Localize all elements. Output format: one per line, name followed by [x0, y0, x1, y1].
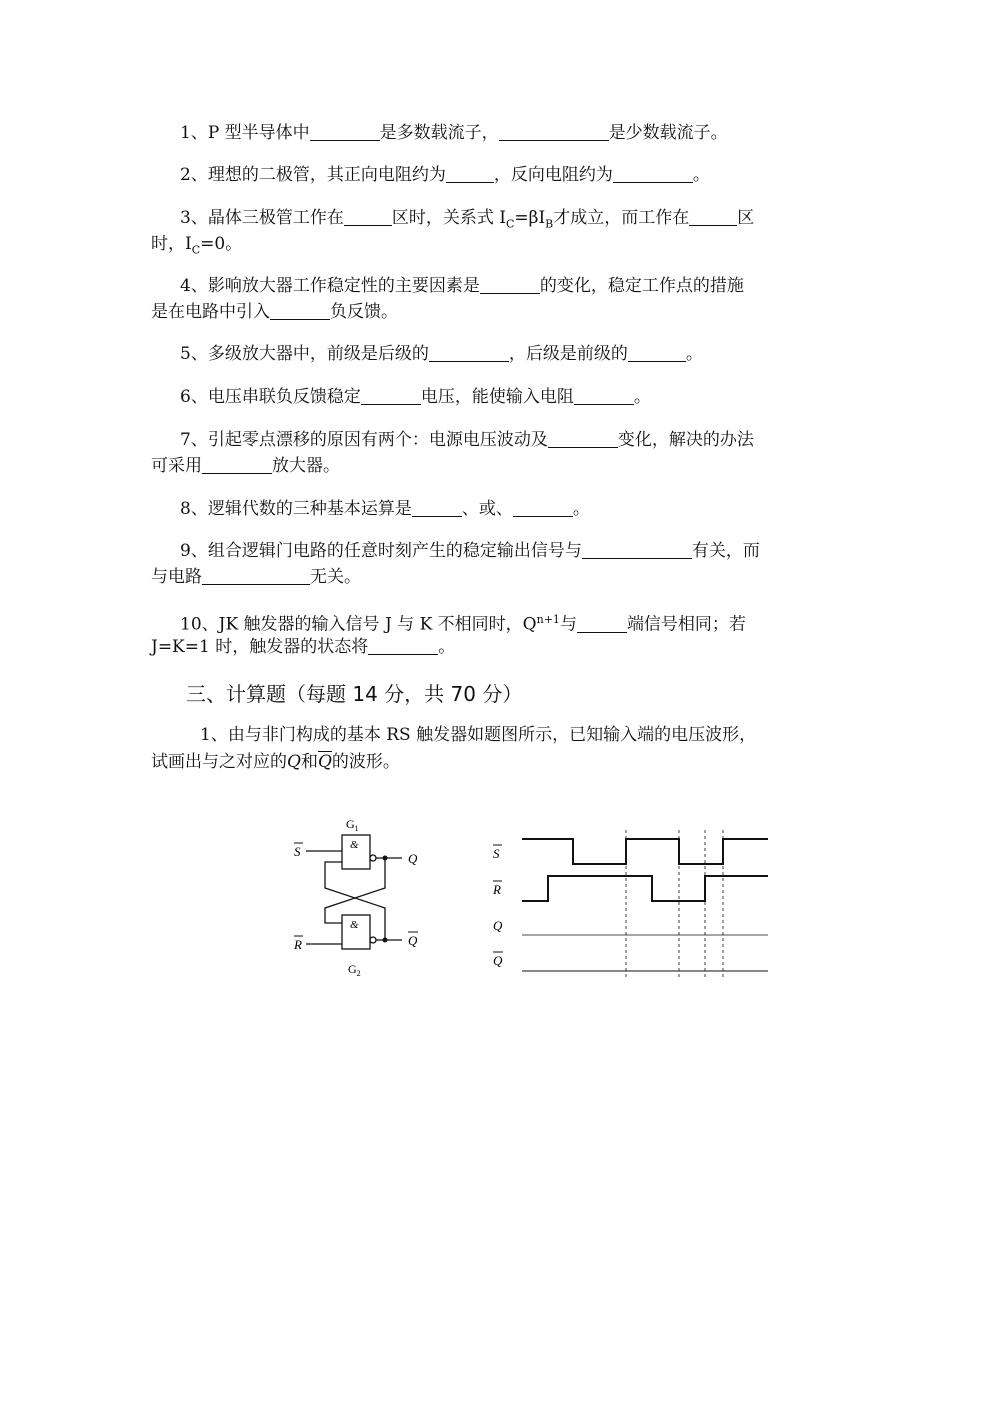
calc-question-1-cont: 试画出与之对应的Q和$\overline{Q}$的波形。 — [151, 752, 400, 772]
answer-blank[interactable] — [368, 637, 438, 655]
r-waveform — [522, 876, 768, 901]
waveform-diagram — [485, 820, 785, 985]
svg-text:G1: $G_1$ — [346, 817, 359, 833]
answer-blank[interactable] — [582, 541, 692, 559]
answer-blank[interactable] — [429, 344, 509, 362]
answer-blank[interactable] — [480, 276, 540, 294]
question-10-cont: J=K=1 时，触发器的状态将 。 — [151, 637, 456, 657]
svg-text:S: S — [493, 846, 500, 861]
answer-blank[interactable] — [412, 499, 462, 517]
answer-blank[interactable] — [270, 302, 330, 320]
rs-flipflop-circuit — [280, 810, 440, 990]
calc-question-1: 1、由与非门构成的基本 RS 触发器如题图所示，已知输入端的电压波形， — [200, 725, 757, 745]
svg-text:R: R — [294, 937, 302, 952]
question-8: 8、逻辑代数的三种基本运算是 、或、 。 — [180, 499, 590, 519]
inverter-bubble — [370, 855, 376, 861]
question-10: 10、JK 触发器的输入信号 J 与 K 不相同时，$Q^{n+1}$与 端信号相同；若 — [180, 613, 746, 635]
svg-text:S: S — [294, 844, 301, 859]
answer-blank[interactable] — [344, 208, 392, 226]
question-4-cont: 是在电路中引入 负反馈。 — [151, 302, 398, 322]
answer-blank[interactable] — [548, 430, 618, 448]
answer-blank[interactable] — [613, 165, 693, 183]
question-2: 2、理想的二极管，其正向电阻约为 ，反向电阻约为 。 — [180, 165, 710, 185]
section-3-heading: 三、计算题（每题 14 分，共 70 分） — [186, 682, 523, 706]
svg-text:R: R — [493, 882, 501, 897]
question-9: 9、组合逻辑门电路的任意时刻产生的稳定输出信号与 有关，而 — [180, 541, 760, 561]
question-9-cont: 与电路 无关。 — [151, 567, 361, 587]
svg-text:&: & — [350, 919, 359, 931]
svg-text:Q: Q — [493, 918, 503, 933]
answer-blank[interactable] — [446, 165, 494, 183]
question-4: 4、影响放大器工作稳定性的主要因素是 的变化，稳定工作点的措施 — [180, 276, 744, 296]
answer-blank[interactable] — [689, 208, 737, 226]
s-waveform — [522, 839, 768, 864]
question-5: 5、多级放大器中，前级是后级的 ，后级是前级的 。 — [180, 344, 703, 364]
question-3-cont: 时，$I_C=0$。 — [151, 234, 243, 257]
inverter-bubble — [370, 937, 376, 943]
answer-blank[interactable] — [361, 387, 421, 405]
answer-blank[interactable] — [310, 123, 380, 141]
svg-text:Q: Q — [408, 851, 418, 866]
svg-text:Q: Q — [493, 953, 503, 968]
answer-blank[interactable] — [574, 387, 634, 405]
answer-blank[interactable] — [628, 344, 686, 362]
answer-blank[interactable] — [577, 615, 627, 633]
question-3: 3、晶体三极管工作在 区时，关系式 $I_C=\beta I_B$才成立，而工作在 区 — [180, 208, 755, 231]
question-7: 7、引起零点漂移的原因有两个：电源电压波动及 变化，解决的办法 — [180, 430, 754, 450]
question-6: 6、电压串联负反馈稳定 电压，能使输入电阻 。 — [180, 387, 651, 407]
svg-text:Q: Q — [408, 933, 418, 948]
svg-text:G2: $G_2$ — [348, 962, 361, 978]
svg-text:&: & — [350, 839, 359, 851]
answer-blank[interactable] — [513, 499, 573, 517]
answer-blank[interactable] — [202, 456, 272, 474]
question-7-cont: 可采用 放大器。 — [151, 456, 340, 476]
answer-blank[interactable] — [499, 123, 609, 141]
answer-blank[interactable] — [202, 567, 310, 585]
question-1: 1、P 型半导体中 是多数载流子， 是少数载流子。 — [180, 123, 728, 143]
